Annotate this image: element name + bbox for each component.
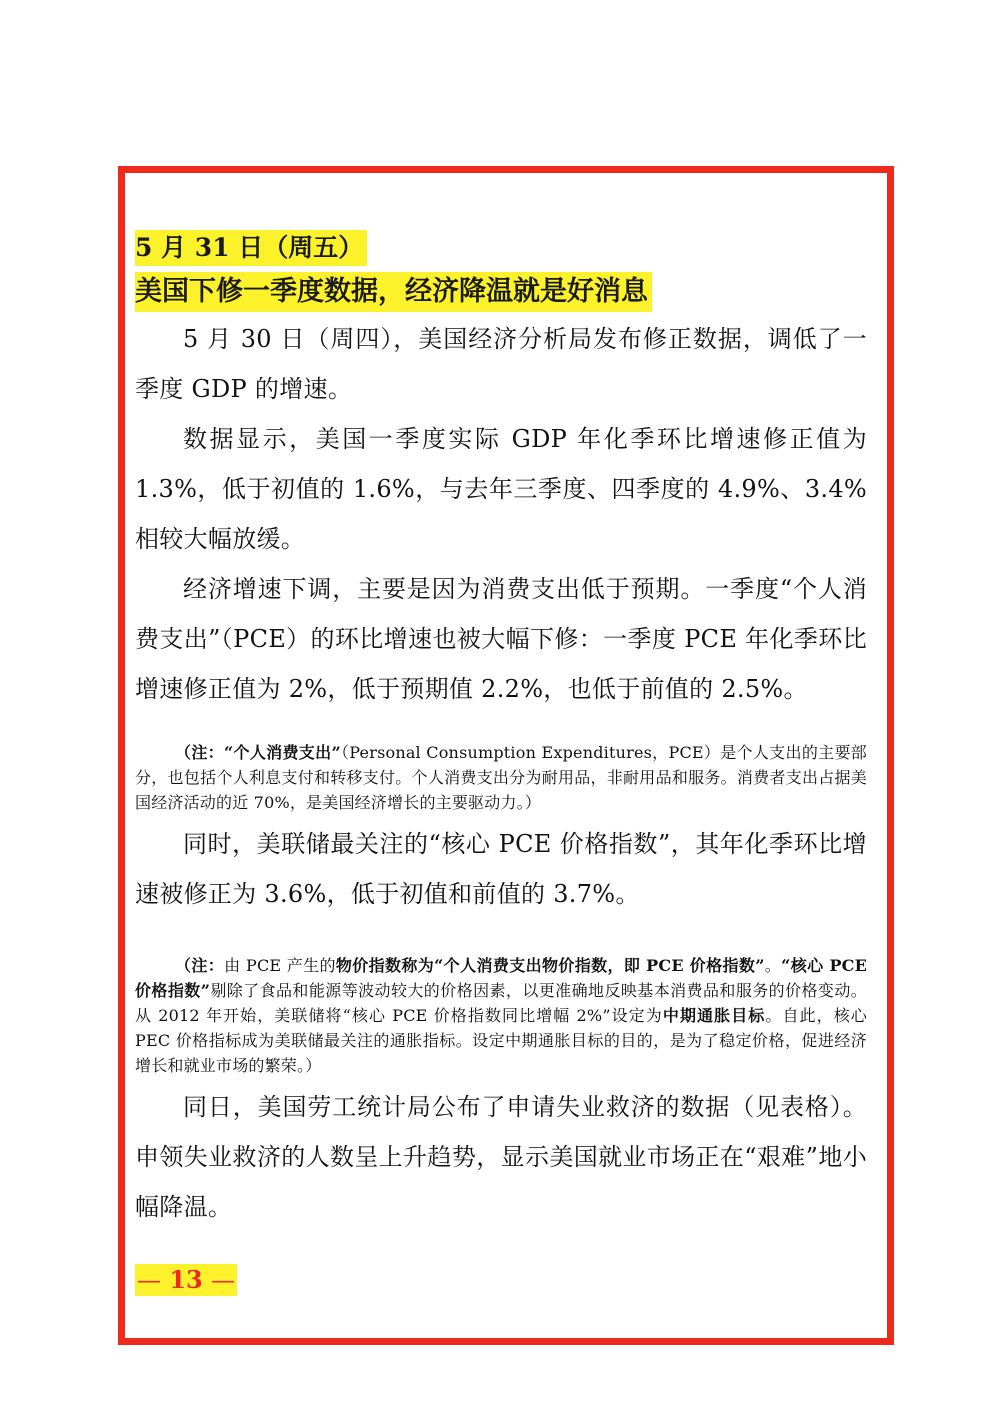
note-pce [135,740,867,815]
note-term: “核心 PCE 价格指数” [135,956,868,1000]
page-number-value: 13 [169,1265,203,1294]
note-text: 。 [764,956,782,975]
paragraph-1: 5 月 30 日（周四），美国经济分析局发布修正数据，调低了一季度 GDP 的增速。 [135,325,867,403]
page-number [135,1264,237,1296]
paragraph-5: 同日，美国劳工统计局公布了申请失业救济的数据（见表格）。申领失业救济的人数呈上升趋势，显示美国就业市场正在“艰难”地小幅降温。 [135,1093,867,1221]
paragraph-4: 同时，美联储最关注的“核心 PCE 价格指数”，其年化季环比增速被修正为 3.6%，低于初值和前值的 3.7%。 [135,830,867,908]
note-prefix: （注： [175,956,225,975]
note-text: 。自此，核心 PEC 价格指标成为美联储最关注的通胀指标。设定中期通胀目标的目的，是为了稳定价格，促进经济增长和就业市场的繁荣。） [135,1006,868,1075]
note-term: 物价指数称为“个人消费支出物价指数，即 PCE 价格指数” [335,956,765,975]
article-headline: 美国下修一季度数据，经济降温就是好消息 [135,272,652,312]
paragraph-3: 经济增速下调，主要是因为消费支出低于预期。一季度“个人消费支出”（PCE）的环比增速也被大幅下修：一季度 PCE 年化季环比增速修正值为 2%，低于预期值 2.2%，也低于前值的 2.5%。 [135,575,867,703]
page-dash-left: — [137,1266,161,1294]
note-term: 中期通胀目标 [662,1006,766,1025]
note-prefix: （注： [175,743,224,762]
page-dash-right: — [211,1266,236,1294]
note-text: 由 PCE 产生的 [224,956,336,975]
note-text: （Personal Consumption Expenditures，PCE）是个人支出的主要部分，也包括个人利息支付和转移支付。个人消费支出分为耐用品，非耐用品和服务。消费者支出占据美国经济活动的近 70%，是美国经济增长的主要驱动力。） [135,743,867,812]
paragraph-2: 数据显示，美国一季度实际 GDP 年化季环比增速修正值为 1.3%，低于初值的 1.6%，与去年三季度、四季度的 4.9%、3.4%相较大幅放缓。 [135,425,867,553]
date-heading: 5 月 31 日（周五） [135,230,367,266]
note-text: 剔除了食品和能源等波动较大的价格因素，以更准确地反映基本消费品和服务的价格变动。从 2012 年开始，美联储将“核心 PCE 价格指数同比增幅 2%”设定为 [135,981,867,1025]
article-body [135,230,867,1232]
note-core-pce [135,953,867,1078]
note-term: “个人消费支出” [223,743,341,762]
